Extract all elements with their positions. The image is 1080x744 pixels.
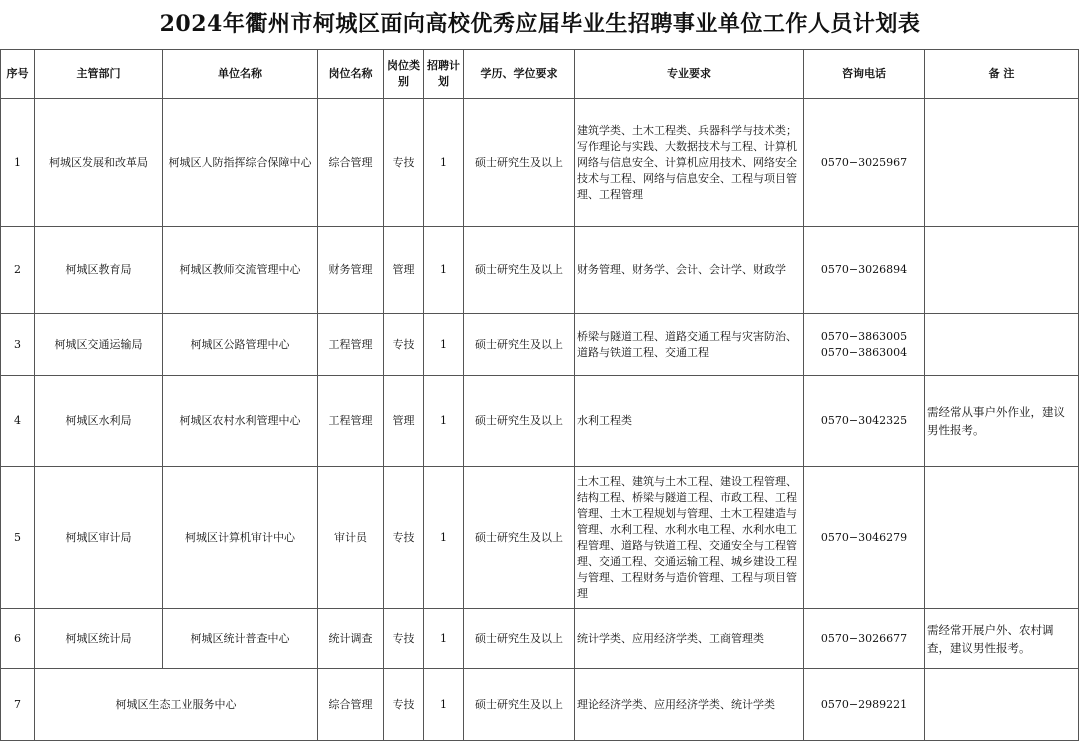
table-row <box>1 669 1079 741</box>
cell-major: 土木工程、建筑与土木工程、建设工程管理、结构工程、桥梁与隧道工程、市政工程、工程管理、土木工程规划与管理、土木工程建造与管理、水利工程、水利水电工程、水利水电工程管理、道路与铁道工程、交通安全与工程管理、交通工程、交通运输工程、城乡建设工程与管理、工程财务与造价管理、工程与项目管理 <box>575 467 804 609</box>
phone-number: 0570−3025967 <box>820 155 908 169</box>
cell-unit: 柯城区农村水利管理中心 <box>163 376 318 467</box>
cell-plan: 1 <box>424 99 464 227</box>
cell-post: 工程管理 <box>318 314 384 376</box>
cell-edu: 硕士研究生及以上 <box>464 99 575 227</box>
table-row <box>1 376 1079 467</box>
cell-phone <box>804 227 925 314</box>
cell-plan: 1 <box>424 314 464 376</box>
cell-note <box>925 99 1079 227</box>
cell-seq: 4 <box>1 376 35 467</box>
cell-unit: 柯城区统计普查中心 <box>163 609 318 669</box>
cell-phone <box>804 609 925 669</box>
header-phone: 咨询电话 <box>804 50 925 99</box>
cell-seq: 2 <box>1 227 35 314</box>
cell-dept: 柯城区交通运输局 <box>35 314 163 376</box>
cell-phone <box>804 99 925 227</box>
document-title: 2024年衢州市柯城区面向高校优秀应届毕业生招聘事业单位工作人员计划表 <box>159 11 921 37</box>
cell-note <box>925 669 1079 741</box>
cell-major: 建筑学类、土木工程类、兵器科学与技术类；写作理论与实践、大数据技术与工程、计算机网络与信息安全、计算机应用技术、网络安全技术与工程、网络与信息安全、工程与项目管理、工程管理 <box>575 99 804 227</box>
cell-major: 水利工程类 <box>575 376 804 467</box>
cell-note: 需经常从事户外作业，建议男性报考。 <box>925 376 1079 467</box>
header-unit: 单位名称 <box>163 50 318 99</box>
cell-post: 统计调查 <box>318 609 384 669</box>
cell-post: 综合管理 <box>318 669 384 741</box>
header-seq: 序号 <box>1 50 35 99</box>
phone-number: 0570−3863005 <box>820 329 908 343</box>
cell-unit: 柯城区教师交流管理中心 <box>163 227 318 314</box>
header-plan: 招聘计划 <box>424 50 464 99</box>
cell-type: 管理 <box>384 376 424 467</box>
cell-note <box>925 314 1079 376</box>
cell-type: 专技 <box>384 467 424 609</box>
phone-number: 0570−2989221 <box>820 697 908 711</box>
cell-dept: 柯城区审计局 <box>35 467 163 609</box>
cell-unit: 柯城区公路管理中心 <box>163 314 318 376</box>
phone-number: 0570−3046279 <box>820 530 908 544</box>
table-row <box>1 99 1079 227</box>
table-row <box>1 609 1079 669</box>
phone-number: 0570−3026894 <box>820 263 908 276</box>
table-header-row <box>1 50 1079 99</box>
cell-seq: 7 <box>1 669 35 741</box>
cell-post: 工程管理 <box>318 376 384 467</box>
cell-plan: 1 <box>424 467 464 609</box>
cell-dept: 柯城区发展和改革局 <box>35 99 163 227</box>
cell-type: 专技 <box>384 314 424 376</box>
cell-post: 综合管理 <box>318 99 384 227</box>
cell-plan: 1 <box>424 376 464 467</box>
cell-edu: 硕士研究生及以上 <box>464 609 575 669</box>
cell-dept: 柯城区教育局 <box>35 227 163 314</box>
header-note: 备 注 <box>925 50 1079 99</box>
header-post: 岗位名称 <box>318 50 384 99</box>
cell-seq: 1 <box>1 99 35 227</box>
cell-edu: 硕士研究生及以上 <box>464 467 575 609</box>
cell-edu: 硕士研究生及以上 <box>464 376 575 467</box>
cell-plan: 1 <box>424 669 464 741</box>
cell-plan: 1 <box>424 609 464 669</box>
cell-type: 专技 <box>384 669 424 741</box>
header-dept: 主管部门 <box>35 50 163 99</box>
cell-post: 审计员 <box>318 467 384 609</box>
cell-note: 需经常开展户外、农村调查，建议男性报考。 <box>925 609 1079 669</box>
cell-unit: 柯城区计算机审计中心 <box>163 467 318 609</box>
cell-plan: 1 <box>424 227 464 314</box>
cell-major: 理论经济学类、应用经济学类、统计学类 <box>575 669 804 741</box>
cell-unit: 柯城区人防指挥综合保障中心 <box>163 99 318 227</box>
header-edu: 学历、学位要求 <box>464 50 575 99</box>
cell-seq: 5 <box>1 467 35 609</box>
cell-major: 统计学类、应用经济学类、工商管理类 <box>575 609 804 669</box>
cell-type: 专技 <box>384 99 424 227</box>
cell-major: 财务管理、财务学、会计、会计学、财政学 <box>575 227 804 314</box>
cell-dept: 柯城区水利局 <box>35 376 163 467</box>
cell-dept-unit: 柯城区生态工业服务中心 <box>35 669 318 741</box>
cell-seq: 3 <box>1 314 35 376</box>
cell-seq: 6 <box>1 609 35 669</box>
cell-type: 专技 <box>384 609 424 669</box>
recruitment-table <box>0 49 1079 741</box>
header-major: 专业要求 <box>575 50 804 99</box>
header-type: 岗位类别 <box>384 50 424 99</box>
cell-major: 桥梁与隧道工程、道路交通工程与灾害防治、道路与铁道工程、交通工程 <box>575 314 804 376</box>
table-row <box>1 314 1079 376</box>
table-row <box>1 467 1079 609</box>
cell-dept: 柯城区统计局 <box>35 609 163 669</box>
cell-note <box>925 227 1079 314</box>
table-row <box>1 227 1079 314</box>
cell-edu: 硕士研究生及以上 <box>464 314 575 376</box>
cell-phone <box>804 376 925 467</box>
cell-phone <box>804 467 925 609</box>
phone-number: 0570−3026677 <box>820 631 908 645</box>
phone-number: 0570−3042325 <box>820 414 908 427</box>
cell-edu: 硕士研究生及以上 <box>464 227 575 314</box>
cell-phone <box>804 669 925 741</box>
cell-type: 管理 <box>384 227 424 314</box>
cell-post: 财务管理 <box>318 227 384 314</box>
phone-number: 0570−3863004 <box>820 345 908 359</box>
cell-edu: 硕士研究生及以上 <box>464 669 575 741</box>
cell-note <box>925 467 1079 609</box>
cell-phone <box>804 314 925 376</box>
